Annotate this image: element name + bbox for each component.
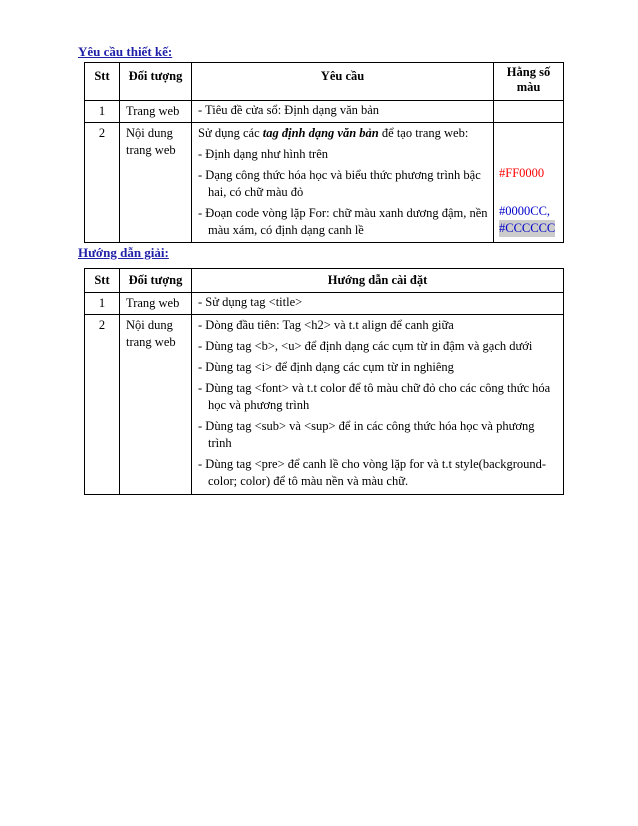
list-item: - Dùng tag <i> để định dạng các cụm từ in nghiêng (198, 360, 454, 374)
color-blue-value: #0000CC, (499, 204, 551, 218)
list-item: - Dùng tag <font> và t.t color để tô màu chữ đỏ cho các công thức hóa học và phương trình (198, 381, 551, 412)
row-object: Trang web (120, 293, 192, 315)
list-item: - Định dạng như hình trên (198, 147, 329, 161)
color-red-value: #FF0000 (499, 166, 545, 180)
row-requirement (192, 123, 494, 243)
row-stt: 2 (85, 315, 120, 495)
row-guide: - Sử dụng tag <title> (192, 293, 564, 315)
list-item: - Dạng công thức hóa học và biểu thức phương trình bậc hai, có chữ màu đỏ (198, 168, 481, 199)
table-header-row (85, 63, 564, 101)
table-row (85, 123, 564, 243)
row-color (494, 123, 564, 243)
table-row (85, 315, 564, 495)
guide-table (84, 268, 564, 495)
section-title-guide: Hướng dẫn giải: (78, 245, 169, 260)
header-stt: Stt (85, 269, 120, 293)
section-title-requirements: Yêu cầu thiết kế: (78, 44, 173, 59)
header-guide: Hướng dẫn cài đặt (192, 269, 564, 293)
list-item: - Dòng đầu tiên: Tag <h2> và t.t align để canh giữa (198, 318, 454, 332)
table-header-row (85, 269, 564, 293)
header-object: Đối tượng (120, 63, 192, 101)
row-requirement: - Tiêu đề cửa sổ: Định dạng văn bản (192, 101, 494, 123)
list-item: - Dùng tag <sub> và <sup> để in các công thức hóa học và phương trình (198, 419, 535, 450)
row-stt: 1 (85, 293, 120, 315)
row-object: Nội dung trang web (120, 315, 192, 495)
row-stt: 1 (85, 101, 120, 123)
row-object: Trang web (120, 101, 192, 123)
table-row (85, 293, 564, 315)
list-item: - Đoạn code vòng lặp For: chữ màu xanh dương đậm, nền màu xám, có định dạng canh lề (198, 206, 488, 237)
header-color-constant: Hằng số màu (494, 63, 564, 101)
table-row (85, 101, 564, 123)
header-requirement: Yêu cầu (192, 63, 494, 101)
row-object: Nội dung trang web (120, 123, 192, 243)
requirement-intro: Sử dụng các tag định dạng văn bản để tạo trang web: (198, 126, 469, 140)
list-item: - Dùng tag <b>, <u> để định dạng các cụm từ in đậm và gạch dưới (198, 339, 533, 353)
row-stt: 2 (85, 123, 120, 243)
header-object: Đối tượng (120, 269, 192, 293)
color-gray-value: #CCCCCC (499, 221, 556, 235)
header-stt: Stt (85, 63, 120, 101)
row-guide (192, 315, 564, 495)
requirements-table (84, 62, 564, 243)
list-item: - Dùng tag <pre> để canh lề cho vòng lặp for và t.t style(background-color; color) để tô màu nền và màu chữ. (198, 457, 547, 488)
row-color (494, 101, 564, 123)
